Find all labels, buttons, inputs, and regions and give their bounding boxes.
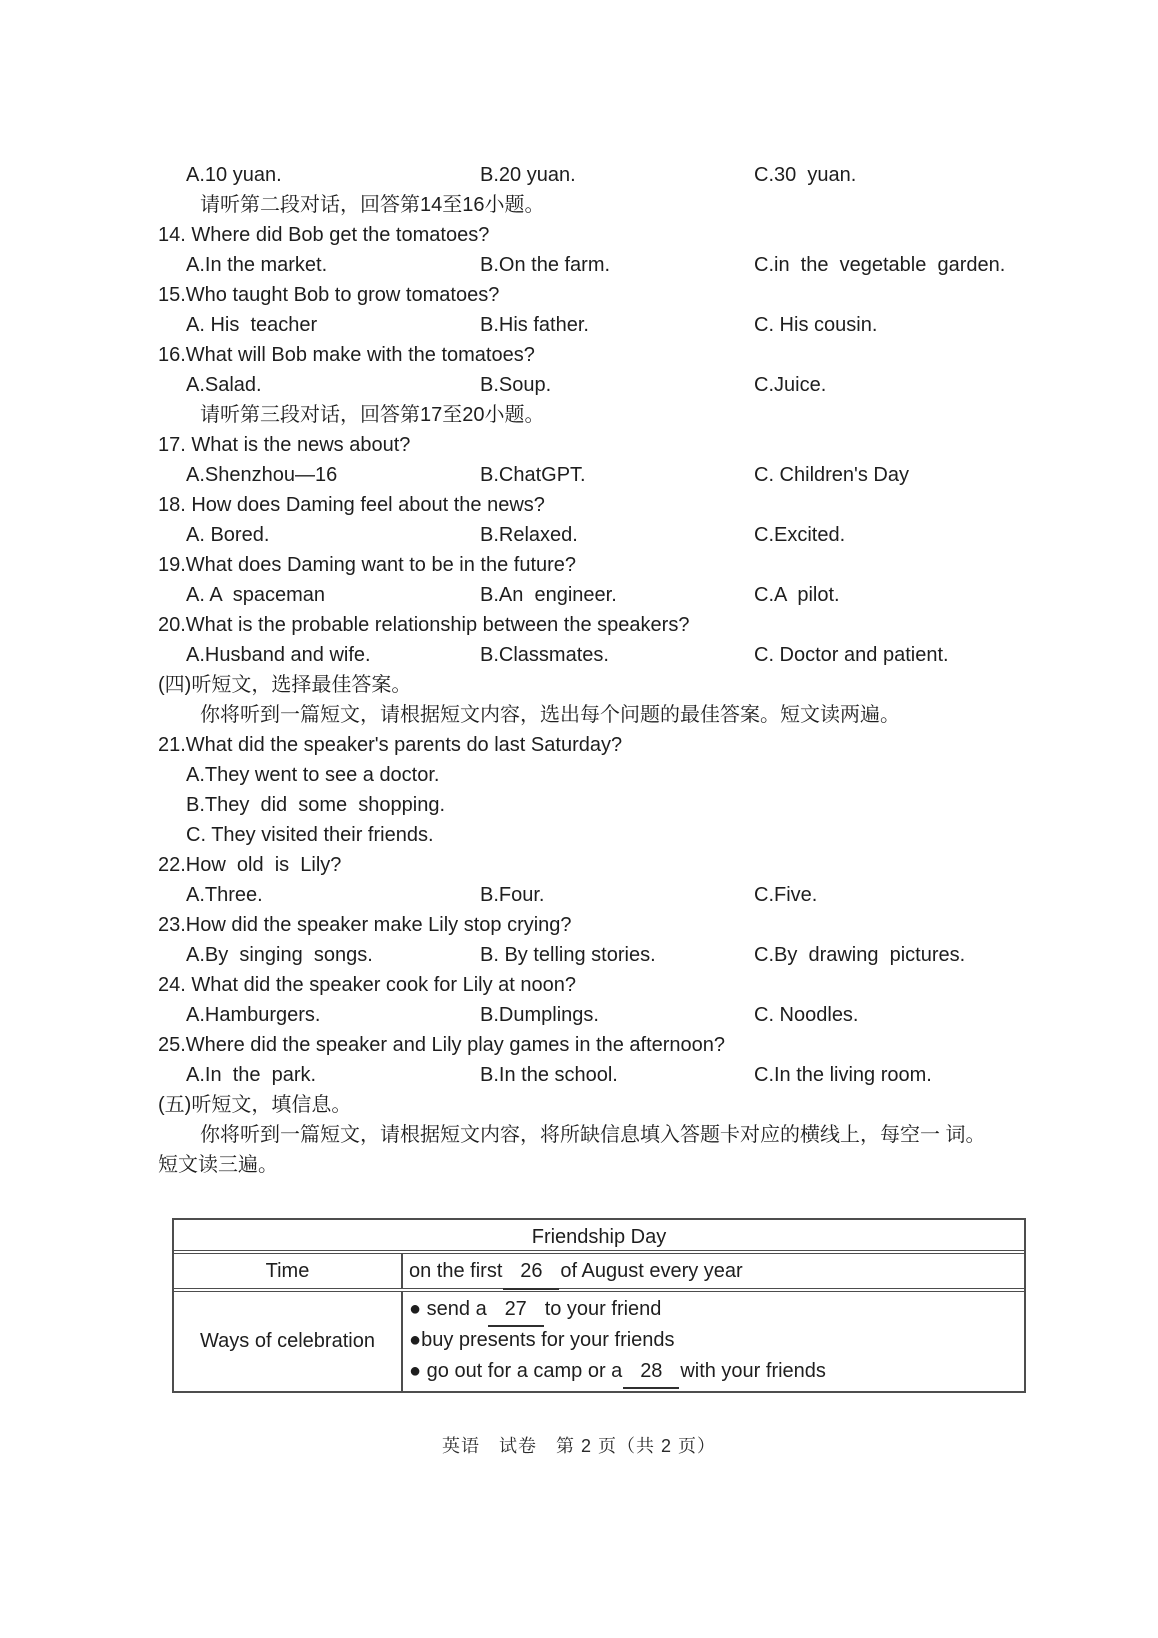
content-text: ●buy presents for your friends [409, 1329, 675, 1351]
options-row [158, 520, 1030, 550]
cn-instruction: 请听第二段对话，回答第14至16小题。 [200, 194, 545, 216]
options-row [158, 460, 1030, 490]
row-label: Time [174, 1254, 403, 1288]
single-option-line: A.They went to see a doctor. [186, 764, 440, 786]
option-a: A.Salad. [186, 374, 262, 396]
row-content [403, 1292, 1024, 1391]
option-a: A.Three. [186, 884, 263, 906]
option-a: A.In the park. [186, 1064, 317, 1086]
option-b: B.Soup. [480, 374, 552, 396]
content-text: of August every year [560, 1260, 743, 1282]
option-b: B.ChatGPT. [480, 464, 586, 486]
answer-blank-26: 26 [503, 1254, 559, 1290]
exam-body [158, 160, 1030, 1393]
option-c: C. Children's Day [754, 464, 909, 486]
single-option-line: C. They visited their friends. [186, 824, 434, 846]
options-row [158, 160, 1030, 190]
table-row [174, 1292, 1024, 1391]
single-option-line: B.They did some shopping. [186, 794, 446, 816]
table-row [174, 1254, 1024, 1292]
question-line: 14. Where did Bob get the tomatoes? [158, 224, 490, 246]
question-line: 18. How does Daming feel about the news? [158, 494, 545, 516]
question-line: 15.Who taught Bob to grow tomatoes? [158, 284, 500, 306]
answer-blank-28: 28 [623, 1356, 679, 1389]
content-line [409, 1356, 1024, 1387]
question-line: 24. What did the speaker cook for Lily at noon? [158, 974, 577, 996]
cn-instruction: 你将听到一篇短文，请根据短文内容，选出每个问题的最佳答案。短文读两遍。 [200, 704, 900, 726]
option-b: B.An engineer. [480, 584, 617, 606]
content-text: on the first [409, 1260, 503, 1282]
section-heading: (四)听短文，选择最佳答案。 [158, 674, 412, 696]
content-text: to your friend [544, 1298, 662, 1320]
content-line [409, 1254, 1024, 1288]
content-line [409, 1325, 1024, 1356]
question-line: 25.Where did the speaker and Lily play games in the afternoon? [158, 1034, 726, 1056]
options-row [158, 880, 1030, 910]
option-c: C.30 yuan. [754, 164, 857, 186]
option-a: A.Shenzhou—16 [186, 464, 338, 486]
cn-instruction: 你将听到一篇短文，请根据短文内容，将所缺信息填入答题卡对应的横线上，每空一 词。 [200, 1124, 986, 1146]
content-text: with your friends [680, 1360, 826, 1382]
question-line: 19.What does Daming want to be in the future? [158, 554, 577, 576]
question-line: 17. What is the news about? [158, 434, 411, 456]
option-b: B.20 yuan. [480, 164, 576, 186]
option-b: B. By telling stories. [480, 944, 656, 966]
options-row [158, 640, 1030, 670]
option-a: A.Hamburgers. [186, 1004, 321, 1026]
option-c: C.In the living room. [754, 1064, 932, 1086]
question-line: 20.What is the probable relationship between the speakers? [158, 614, 690, 636]
options-row [158, 940, 1030, 970]
content-text: ● go out for a camp or a [409, 1360, 623, 1382]
option-a: A.In the market. [186, 254, 328, 276]
content-text: ● send a [409, 1298, 487, 1320]
options-row [158, 310, 1030, 340]
option-c: C.A pilot. [754, 584, 840, 606]
options-row [158, 250, 1030, 280]
options-row [158, 1000, 1030, 1030]
friendship-table [172, 1218, 1026, 1393]
option-b: B.On the farm. [480, 254, 611, 276]
section-heading: (五)听短文，填信息。 [158, 1094, 352, 1116]
question-line: 22.How old is Lily? [158, 854, 342, 876]
option-c: C. Noodles. [754, 1004, 859, 1026]
page-footer: 英语 试卷 第 2 页（共 2 页） [441, 1436, 717, 1456]
question-line: 16.What will Bob make with the tomatoes? [158, 344, 535, 366]
options-row [158, 1060, 1030, 1090]
answer-blank-27: 27 [488, 1294, 544, 1327]
table-title: Friendship Day [174, 1220, 1024, 1254]
option-c: C.By drawing pictures. [754, 944, 966, 966]
option-c: C.in the vegetable garden. [754, 254, 1006, 276]
option-a: A.By singing songs. [186, 944, 373, 966]
option-c: C. Doctor and patient. [754, 644, 949, 666]
cn-instruction: 请听第三段对话，回答第17至20小题。 [200, 404, 545, 426]
content-line [409, 1294, 1024, 1325]
option-b: B.Relaxed. [480, 524, 578, 546]
option-c: C.Juice. [754, 374, 827, 396]
option-c: C.Excited. [754, 524, 846, 546]
option-b: B.Dumplings. [480, 1004, 599, 1026]
option-b: B.Classmates. [480, 644, 609, 666]
option-b: B.His father. [480, 314, 589, 336]
option-a: A.10 yuan. [186, 164, 282, 186]
option-b: B.In the school. [480, 1064, 618, 1086]
option-a: A.Husband and wife. [186, 644, 371, 666]
option-b: B.Four. [480, 884, 545, 906]
row-label: Ways of celebration [174, 1292, 403, 1391]
option-c: C.Five. [754, 884, 818, 906]
option-c: C. His cousin. [754, 314, 878, 336]
option-a: A. A spaceman [186, 584, 325, 606]
question-line: 21.What did the speaker's parents do last Saturday? [158, 734, 623, 756]
row-content [403, 1254, 1024, 1288]
options-row [158, 580, 1030, 610]
option-a: A. Bored. [186, 524, 270, 546]
question-line: 23.How did the speaker make Lily stop crying? [158, 914, 572, 936]
section-heading: 短文读三遍。 [158, 1154, 278, 1176]
option-a: A. His teacher [186, 314, 318, 336]
options-row [158, 370, 1030, 400]
